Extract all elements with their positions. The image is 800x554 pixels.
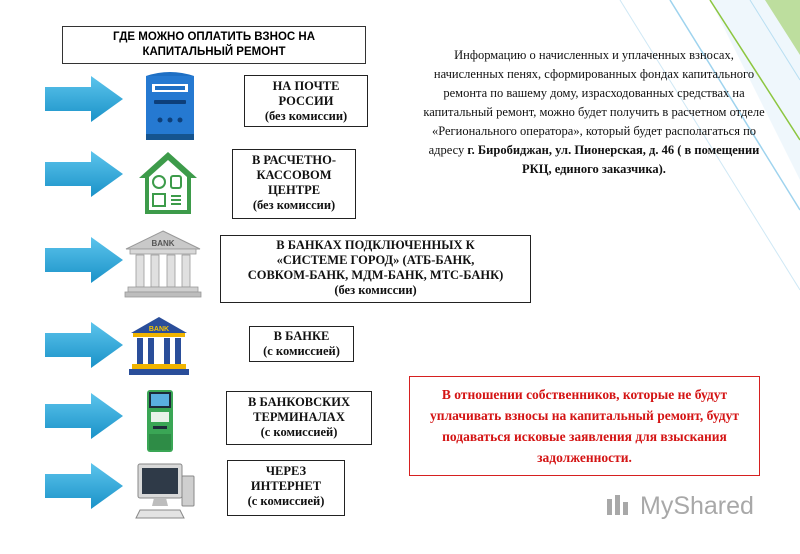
page-title [62,26,366,64]
arrow-icon [45,237,123,283]
option-note: (с комиссией) [260,425,338,439]
option-label-line: В БАНКАХ ПОДКЛЮЧЕННЫХ К [276,238,475,252]
computer-icon [134,462,196,520]
option-label-line: «СИСТЕМЕ ГОРОД» (АТБ-БАНК, [276,253,475,267]
option-label-line: СОВКОМ-БАНК, МДМ-БАНК, МТС-БАНК) [247,268,504,282]
option-note: (с комиссией) [247,494,325,508]
page-title-line2: КАПИТАЛЬНЫЙ РЕМОНТ [142,46,286,58]
option-label-line: ЦЕНТРЕ [267,183,321,197]
option-bank [249,326,354,362]
arrow-icon [45,322,123,368]
option-label-line: В БАНКОВСКИХ [248,395,350,409]
watermark [606,492,754,521]
option-note: (без комиссии) [252,198,336,212]
option-note: (без комиссии) [264,109,348,123]
option-label-line: ТЕРМИНАЛАХ [253,410,345,424]
bank-blue-icon [129,315,189,377]
page-title-line1: ГДЕ МОЖНО ОПЛАТИТЬ ВЗНОС НА [112,31,315,43]
option-post-russia [244,75,368,127]
warning-text: В отношении собственников, которые не будут уплачивать взносы на капитальный ремонт, будут подаваться исковые заявления для взыскания задолженности. [430,387,739,465]
bank-icon-label: BANK [151,239,175,248]
option-note: (с комиссией) [263,344,340,358]
option-label-line: В РАСЧЕТНО- [251,153,337,167]
payment-terminal-icon [143,388,177,454]
arrow-icon [45,463,123,509]
option-label-line: КАССОВОМ [256,168,332,182]
warning-box [409,376,760,476]
bank-blue-icon-label: BANK [148,326,170,333]
option-label-line: РОССИИ [278,94,334,108]
info-text: Информацию о начисленных и уплаченных взносах, начисленных пенях, сформированных фондах капитального ремонта по вашему дому, израсходованных средствах на капитальный ремонт, можно будет получить в расчетном отделе «Регионального оператора», который будет располагаться по адресу [423,48,765,157]
house-utilities-icon [137,150,199,216]
mailbox-icon [142,70,198,142]
option-bank-terminals [226,391,372,445]
option-label-line: ЧЕРЕЗ [265,464,307,478]
arrow-icon [45,151,123,197]
info-address: г. Биробиджан, ул. Пионерская, д. 46 ( в помещении РКЦ, единого заказчика). [467,143,760,176]
option-label-line: НА ПОЧТЕ [272,79,340,93]
option-label-line: В БАНКЕ [273,329,330,343]
arrow-icon [45,393,123,439]
watermark-text: MyShared [640,492,754,520]
arrow-icon [45,76,123,122]
option-cash-center [232,149,356,219]
watermark-logo-icon [606,493,636,517]
option-internet [227,460,345,516]
option-note: (без комиссии) [334,283,417,297]
info-paragraph [420,46,768,179]
option-label-line: ИНТЕРНЕТ [250,479,322,493]
option-city-system-banks [220,235,531,303]
bank-building-icon [124,229,202,299]
